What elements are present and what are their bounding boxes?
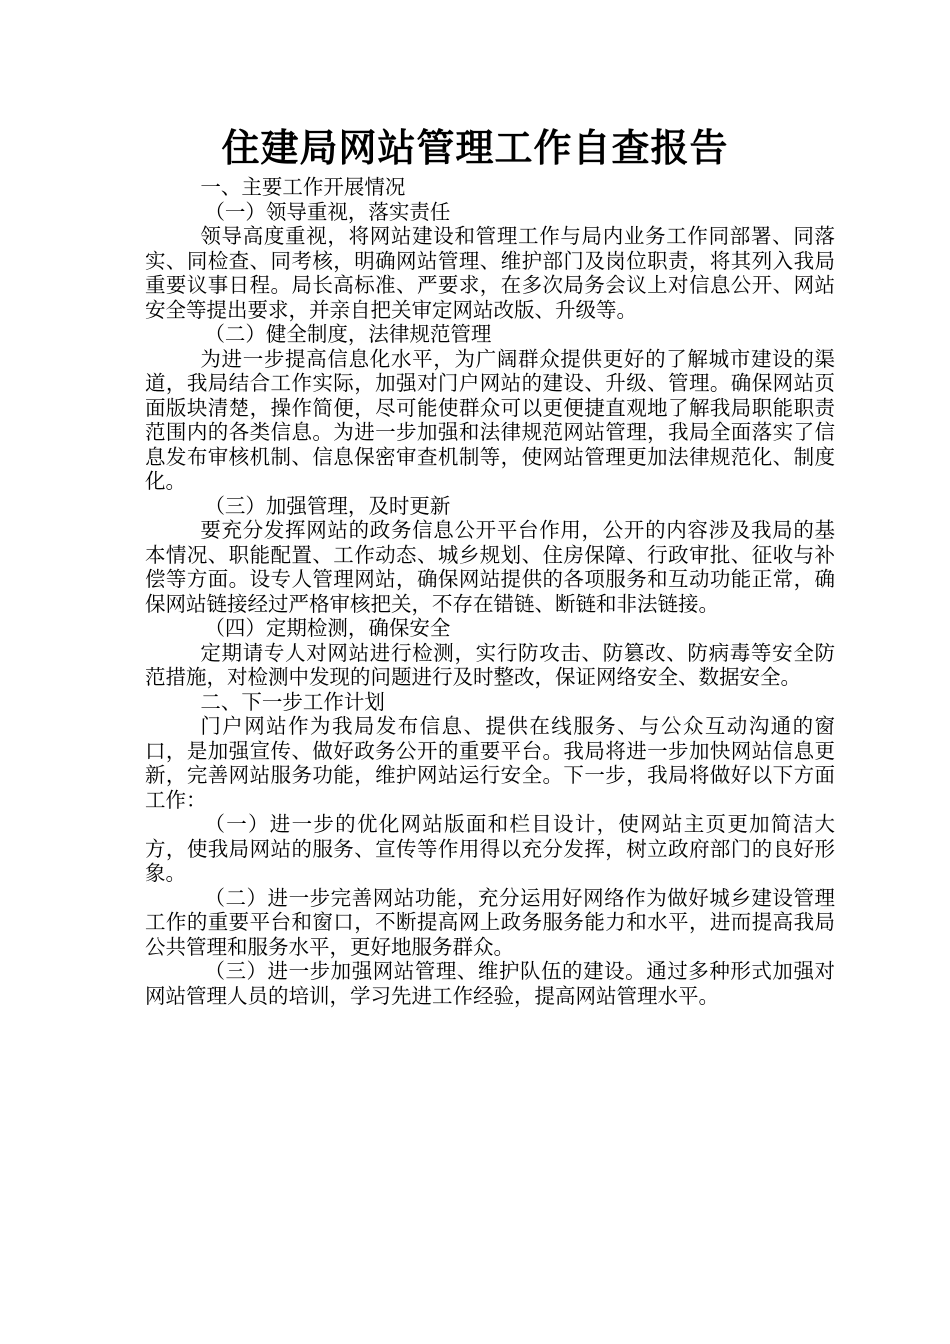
subsection-heading-1-1: （一）领导重视，落实责任 <box>204 199 451 224</box>
section-heading-1: 一、主要工作开展情况 <box>200 175 406 199</box>
paragraph-system: 为进一步提高信息化水平，为广阔群众提供更好的了解城市建设的渠道，我局结合工作实际，加强对门户网站的建设、升级、管理。确保网站页面版块清楚，操作简便，尽可能使群众可以更便捷直观地了解我局职能职责范围内的各类信息。为进一步加强和法律规范网站管理，我局全面落实了信息发布审核机制、信息保密审查机制等，使网站管理更加法律规范化、制度化。 <box>145 346 835 493</box>
paragraph-security: 定期请专人对网站进行检测，实行防攻击、防篡改、防病毒等安全防范措施，对检测中发现的问题进行及时整改，保证网络安全、数据安全。 <box>145 640 835 689</box>
document-title: 住建局网站管理工作自查报告 <box>221 126 729 170</box>
paragraph-leadership: 领导高度重视，将网站建设和管理工作与局内业务工作同部署、同落实、同检查、同考核，明确网站管理、维护部门及岗位职责，将其列入我局重要议事日程。局长高标准、严要求，在多次局务会议上对信息公开、网站安全等提出要求，并亲自把关审定网站改版、升级等。 <box>145 224 835 322</box>
plan-item-3: （三）进一步加强网站管理、维护队伍的建设。通过多种形式加强对网站管理人员的培训，学习先进工作经验，提高网站管理水平。 <box>145 959 835 1008</box>
document-body <box>145 175 835 1008</box>
plan-item-2: （二）进一步完善网站功能，充分运用好网络作为做好城乡建设管理工作的重要平台和窗口，不断提高网上政务服务能力和水平，进而提高我局公共管理和服务水平，更好地服务群众。 <box>145 885 835 959</box>
paragraph-management: 要充分发挥网站的政务信息公开平台作用，公开的内容涉及我局的基本情况、职能配置、工作动态、城乡规划、住房保障、行政审批、征收与补偿等方面。设专人管理网站，确保网站提供的各项服务和互动功能正常，确保网站链接经过严格审核把关，不存在错链、断链和非法链接。 <box>145 518 835 616</box>
subsection-heading-1-4: （四）定期检测，确保安全 <box>204 616 451 640</box>
subsection-heading-1-3: （三）加强管理，及时更新 <box>204 493 451 518</box>
paragraph-plan-intro: 门户网站作为我局发布信息、提供在线服务、与公众互动沟通的窗口，是加强宣传、做好政务公开的重要平台。我局将进一步加快网站信息更新，完善网站服务功能，维护网站运行安全。下一步，我局将做好以下方面工作： <box>145 714 835 812</box>
plan-item-1: （一）进一步的优化网站版面和栏目设计，使网站主页更加简洁大方，使我局网站的服务、宣传等作用得以充分发挥，树立政府部门的良好形象。 <box>145 812 835 885</box>
section-heading-2: 二、下一步工作计划 <box>200 689 385 714</box>
subsection-heading-1-2: （二）健全制度，法律规范管理 <box>204 322 492 346</box>
